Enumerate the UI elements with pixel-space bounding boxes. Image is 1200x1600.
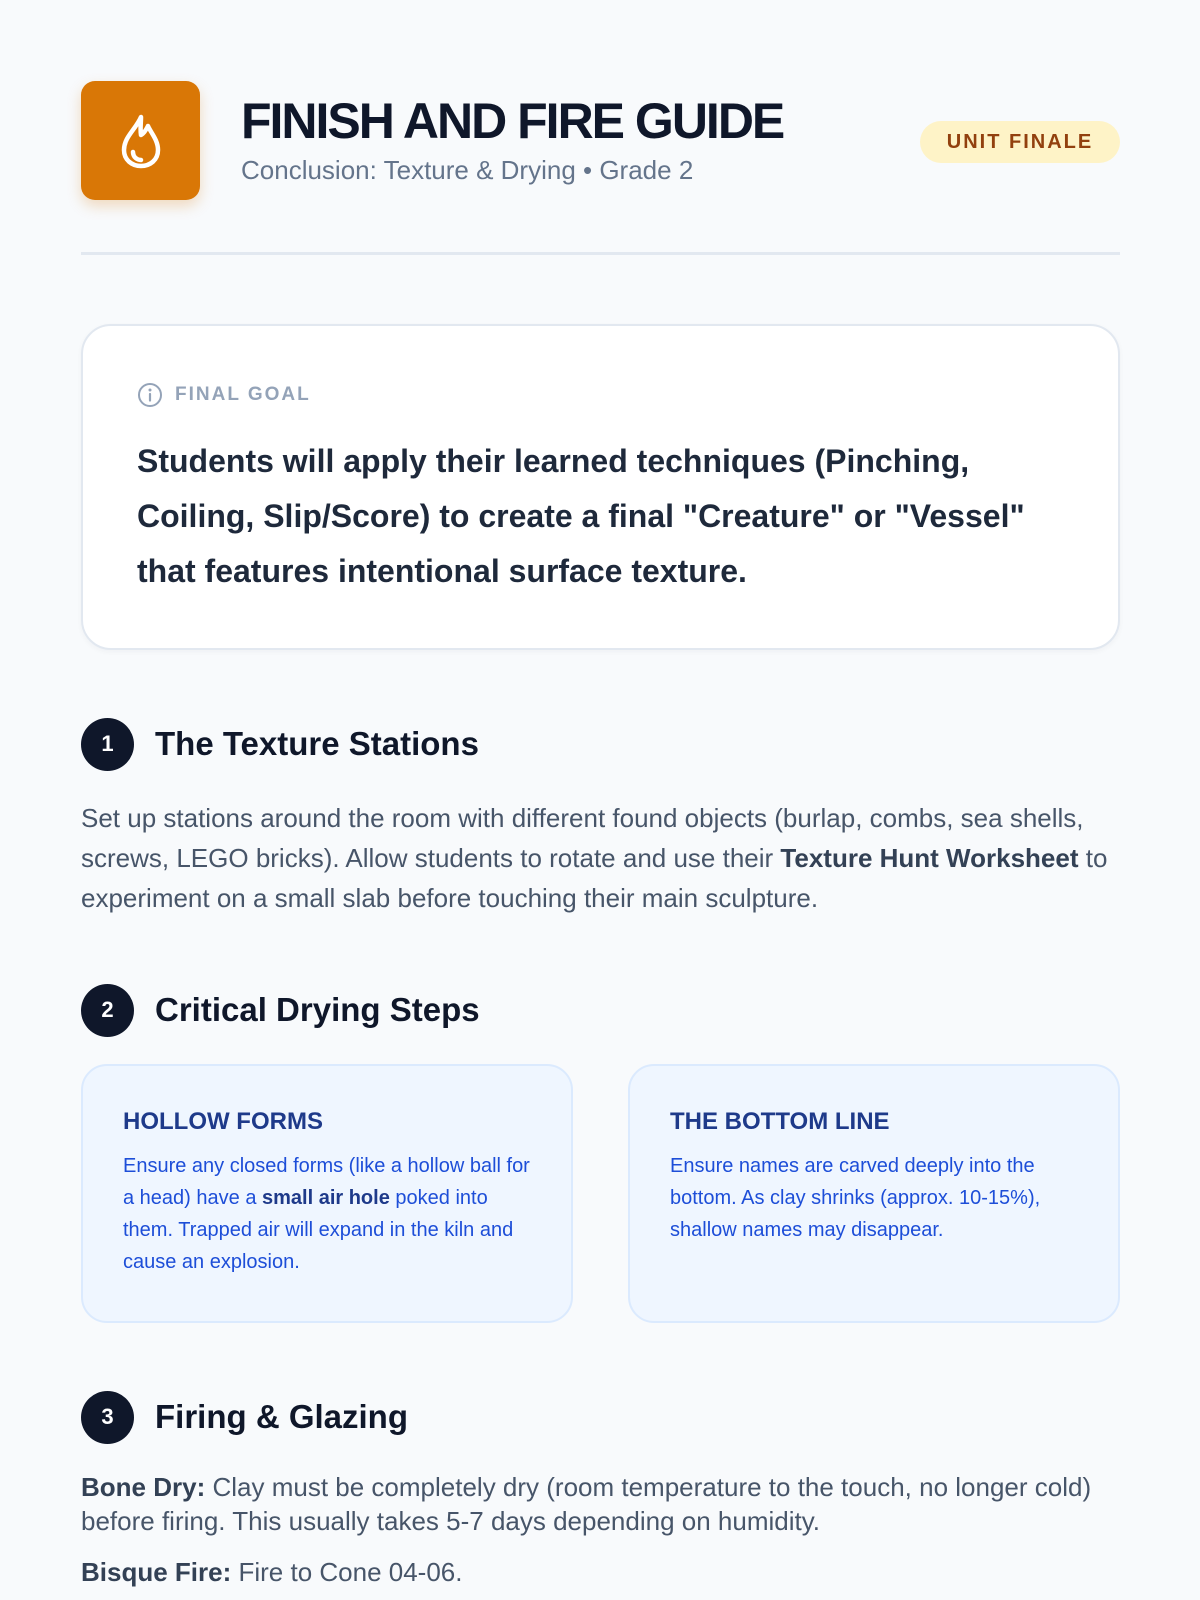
logo [81,81,200,200]
section-texture-stations-header [81,718,479,770]
final-goal-card [81,324,1120,650]
flame-icon [116,112,166,170]
info-icon [137,382,163,408]
section-title: Critical Drying Steps [155,991,480,1028]
final-goal-text: Students will apply their learned techniques (Pinching, Coiling, Slip/Score) to create a final "Creature" or "Vessel" that features intentional surface texture. [137,443,1025,589]
card-text: Ensure names are carved deeply into the bottom. As clay shrinks (approx. 10-15%), shallow names may disappear. [670,1155,1041,1241]
step-number: 2 [81,984,134,1037]
final-goal-label-text: FINAL GOAL [175,384,311,405]
card-text: Ensure any closed forms (like a hollow ball for a head) have a small air hole poked into them. Trapped air will expand in the kiln and cause an explosion. [123,1155,530,1273]
bone-dry-text: Bone Dry: Clay must be completely dry (room temperature to the touch, no longer cold) before firing. This usually takes 5-7 days depending on humidity. [81,1472,1092,1536]
step-number: 1 [81,718,134,771]
step-number: 3 [81,1391,134,1444]
hollow-forms-card [81,1064,573,1323]
page-title: FINISH AND FIRE GUIDE [241,93,784,149]
bisque-fire-text: Bisque Fire: Fire to Cone 04-06. [81,1557,463,1587]
guide-page [81,0,1120,1587]
header [81,0,1120,255]
section-title: The Texture Stations [155,725,479,762]
page-subtitle: Conclusion: Texture & Drying • Grade 2 [241,155,694,185]
section-drying-steps-header [81,984,480,1036]
bottom-line-card [628,1064,1120,1323]
card-title: THE BOTTOM LINE [670,1108,890,1135]
final-goal-label [137,382,311,408]
status-badge: UNIT FINALE [920,121,1120,163]
section-firing-glazing-header [81,1391,408,1443]
texture-hunt-worksheet: Texture Hunt Worksheet [780,843,1079,873]
card-title: HOLLOW FORMS [123,1108,323,1135]
section-title: Firing & Glazing [155,1398,408,1435]
texture-stations-text: Set up stations around the room with different found objects (burlap, combs, sea shells, screws, LEGO bricks). Allow students to rotate and use their Texture Hunt Worksheet to experiment on a small slab before touching their main sculpture. [81,803,1108,913]
